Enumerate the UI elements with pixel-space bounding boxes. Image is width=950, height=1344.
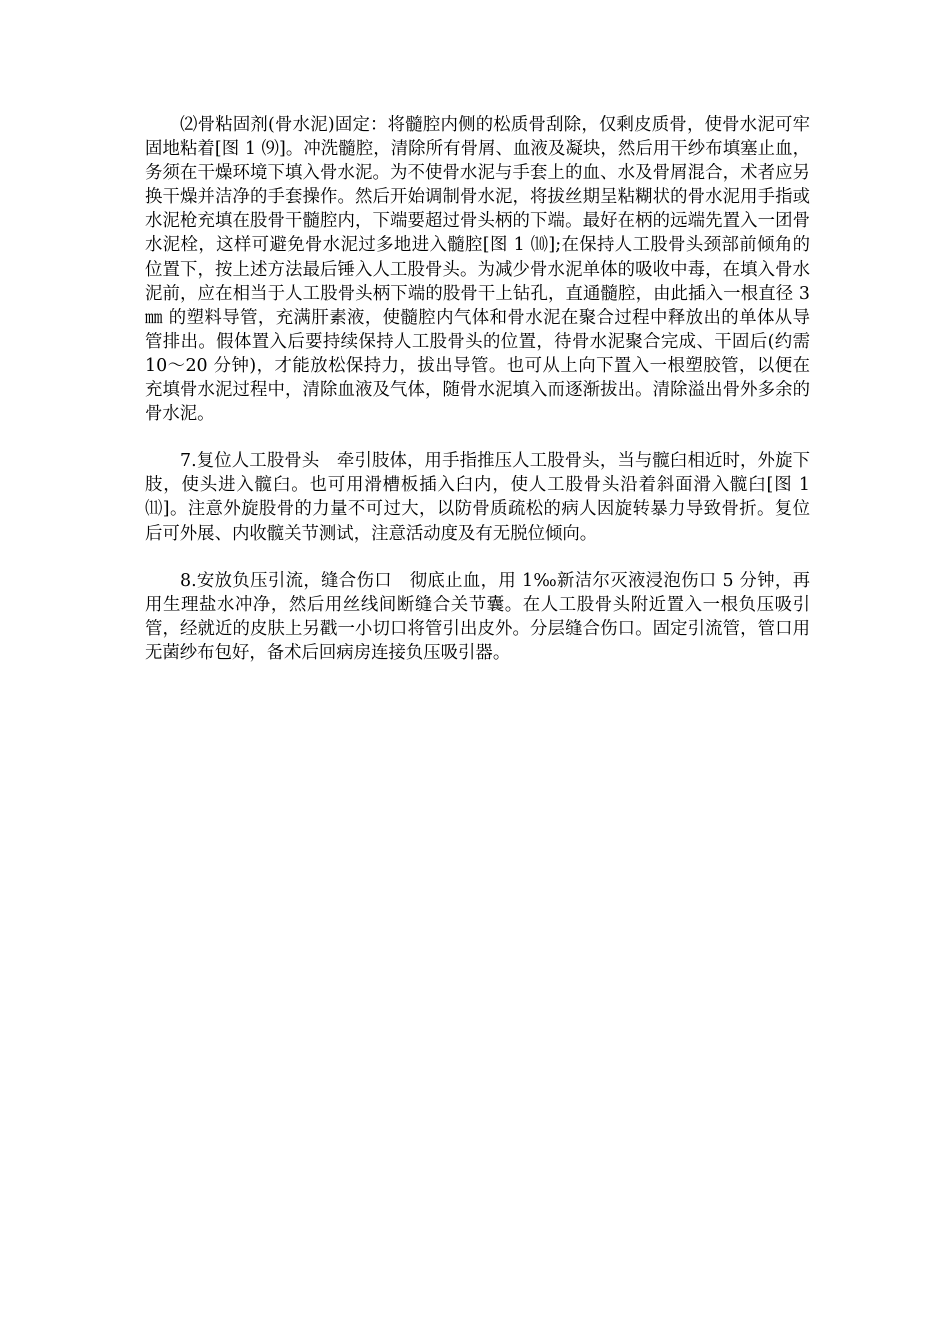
document-body — [145, 113, 810, 665]
paragraph-reduce-femoral-head: 7.复位人工股骨头 牵引肢体，用手指推压人工股骨头，当与髋臼相近时，外旋下肢，使头进入髋臼。也可用滑槽板插入臼内，使人工股骨头沿着斜面滑入髋臼[图 1 ⑾]。注意外旋股骨的力量不可过大，以防骨质疏松的病人因旋转暴力导致骨折。复位后可外展、内收髋关节测试，注意活动度及有无脱位倾向。 — [145, 451, 810, 544]
paragraph-bone-cement-fixation: ⑵骨粘固剂(骨水泥)固定：将髓腔内侧的松质骨刮除，仅剩皮质骨，使骨水泥可牢固地粘着[图 1 ⑼]。冲洗髓腔，清除所有骨屑、血液及凝块，然后用干纱布填塞止血，务须在干燥环境下填入骨水泥。为不使骨水泥与手套上的血、水及骨屑混合，术者应另换干燥并洁净的手套操作。然后开始调制骨水泥，将拔丝期呈粘糊状的骨水泥用手指或水泥枪充填在股骨干髓腔内，下端要超过骨头柄的下端。最好在柄的远端先置入一团骨水泥栓，这样可避免骨水泥过多地进入髓腔[图 1 ⑽];在保持人工股骨头颈部前倾角的位置下，按上述方法最后锤入人工股骨头。为减少骨水泥单体的吸收中毒，在填入骨水泥前，应在相当于人工股骨头柄下端的股骨干上钻孔，直通髓腔，由此插入一根直径 3㎜ 的塑料导管，充满肝素液，使髓腔内气体和骨水泥在聚合过程中释放出的单体从导管排出。假体置入后要持续保持人工股骨头的位置，待骨水泥聚合完成、干固后(约需 10～20 分钟)，才能放松保持力，拔出导管。也可从上向下置入一根塑胶管，以便在充填骨水泥过程中，清除血液及气体，随骨水泥填入而逐渐拔出。清除溢出骨外多余的骨水泥。 — [145, 115, 810, 425]
paragraph-drainage-and-closure: 8.安放负压引流，缝合伤口 彻底止血，用 1‰新洁尔灭液浸泡伤口 5 分钟，再用生理盐水冲净，然后用丝线间断缝合关节囊。在人工股骨头附近置入一根负压吸引管，经就近的皮肤上另戳一小切口将管引出皮外。分层缝合伤口。固定引流管，管口用无菌纱布包好，备术后回病房连接负压吸引器。 — [145, 570, 810, 663]
